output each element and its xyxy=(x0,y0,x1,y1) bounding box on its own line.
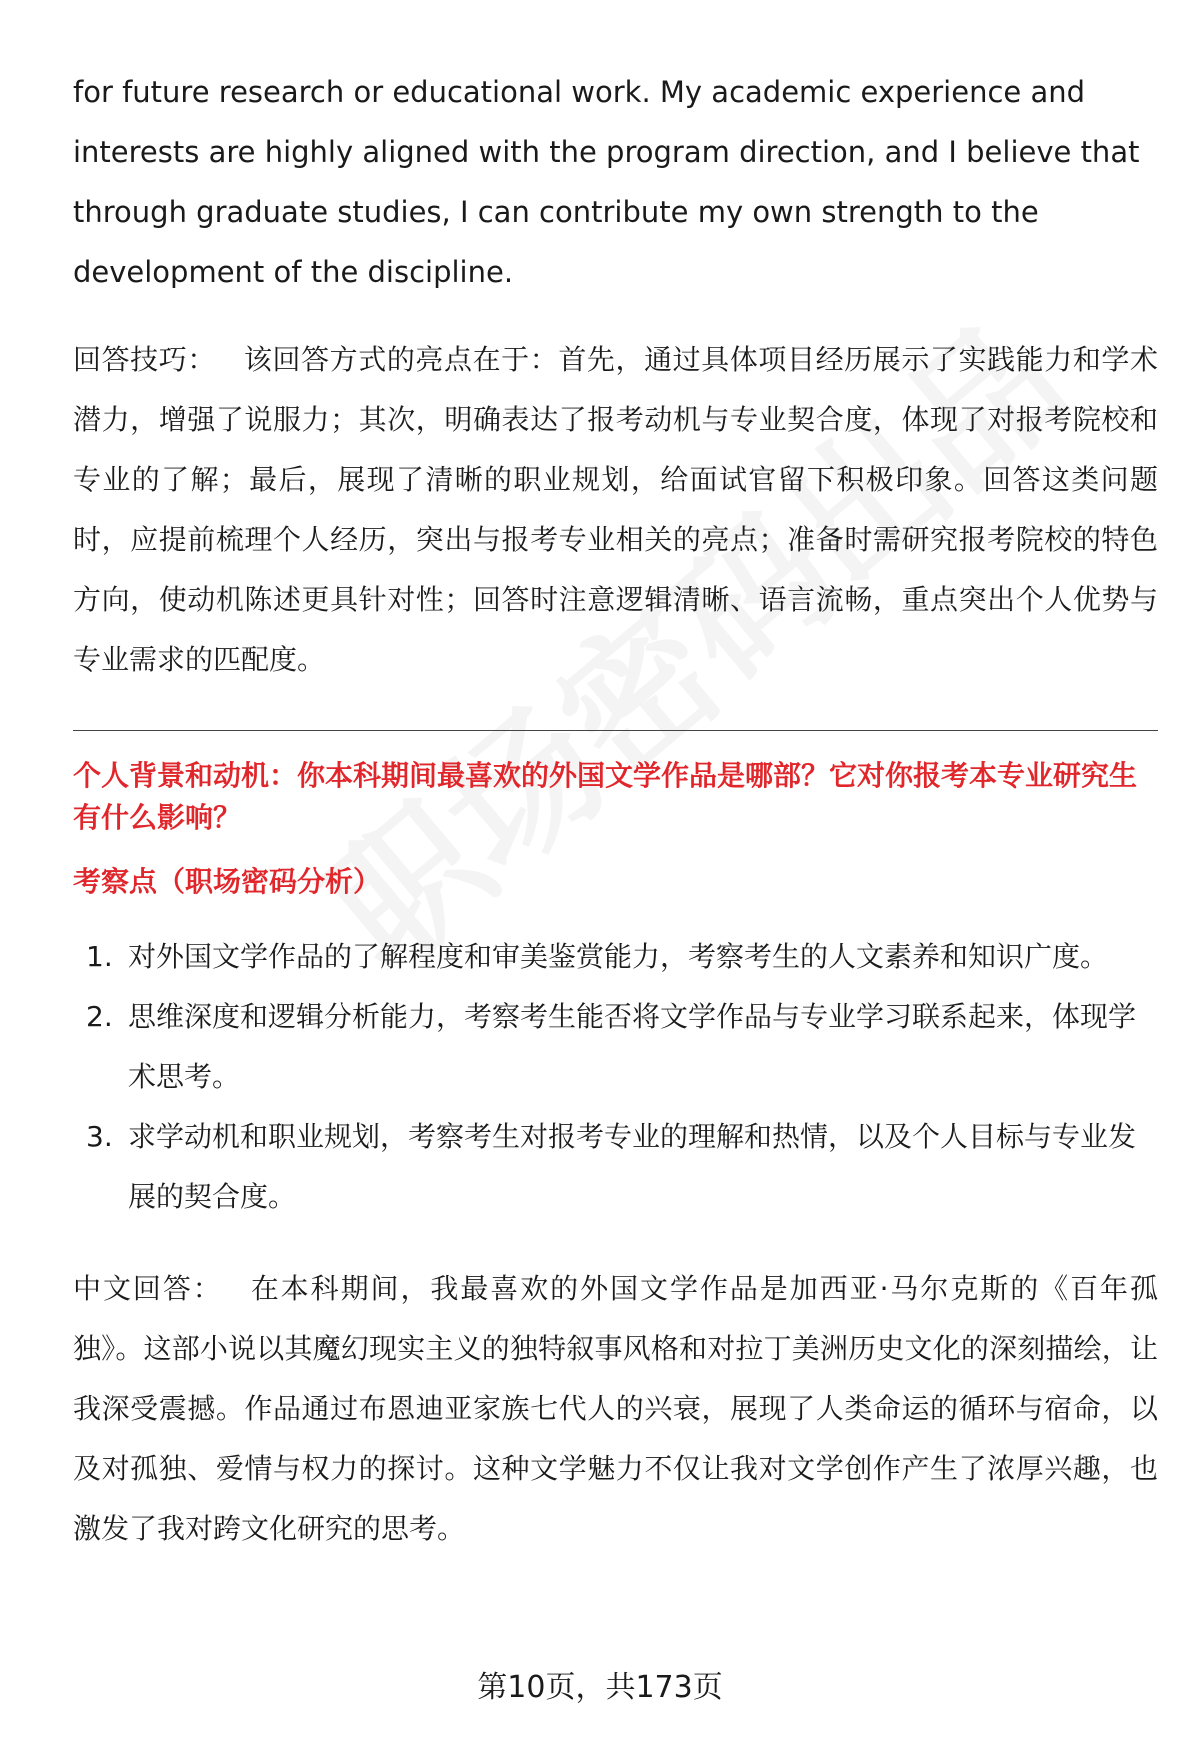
list-item xyxy=(73,927,1158,987)
intro-paragraph: for future research or educational work. My academic experience and interests are highly aligned with the program direction, and I believe that through graduate studies, I can contribute my own strength to the development of the discipline. xyxy=(73,75,1140,289)
list-item-number: 2. xyxy=(86,1000,113,1033)
tips-paragraph xyxy=(73,330,1158,690)
question-heading: 个人背景和动机：你本科期间最喜欢的外国文学作品是哪部？它对你报考本专业研究生有什么影响？ xyxy=(73,759,1138,834)
answer-paragraph xyxy=(73,1259,1158,1559)
list-item-text: 思维深度和逻辑分析能力，考察考生能否将文学作品与专业学习联系起来，体现学术思考。 xyxy=(128,1000,1137,1093)
tips-text: 该回答方式的亮点在于：首先，通过具体项目经历展示了实践能力和学术潜力，增强了说服力；其次，明确表达了报考动机与专业契合度，体现了对报考院校和专业的了解；最后，展现了清晰的职业规划，给面试官留下积极印象。回答这类问题时，应提前梳理个人经历，突出与报考专业相关的亮点；准备时需研究报考院校的特色方向，使动机陈述更具针对性；回答时注意逻辑清晰、语言流畅，重点突出个人优势与专业需求的匹配度。 xyxy=(73,343,1158,676)
list-item-text: 求学动机和职业规划，考察考生对报考专业的理解和热情，以及个人目标与专业发展的契合度。 xyxy=(128,1120,1137,1213)
list-item-text: 对外国文学作品的了解程度和审美鉴赏能力，考察考生的人文素养和知识广度。 xyxy=(128,940,1109,973)
list-item-number: 3. xyxy=(86,1120,113,1153)
answer-text: 在本科期间，我最喜欢的外国文学作品是加西亚·马尔克斯的《百年孤独》。这部小说以其魔幻现实主义的独特叙事风格和对拉丁美洲历史文化的深刻描绘，让我深受震撼。作品通过布恩迪亚家族七代人的兴衰，展现了人类命运的循环与宿命，以及对孤独、爱情与权力的探讨。这种文学魅力不仅让我对文学创作产生了浓厚兴趣，也激发了我对跨文化研究的思考。 xyxy=(73,1272,1158,1545)
list-item-number: 1. xyxy=(86,940,113,973)
assessment-heading: 考察点（职场密码分析） xyxy=(73,865,382,898)
page-number: 第10页，共173页 xyxy=(477,1670,723,1705)
list-item xyxy=(73,1107,1158,1227)
answer-label: 中文回答： xyxy=(73,1272,223,1305)
list-item xyxy=(73,987,1158,1107)
section-divider xyxy=(73,730,1158,731)
tips-label: 回答技巧： xyxy=(73,343,216,376)
document-body xyxy=(73,62,1158,1559)
assessment-points-list xyxy=(73,927,1158,1227)
